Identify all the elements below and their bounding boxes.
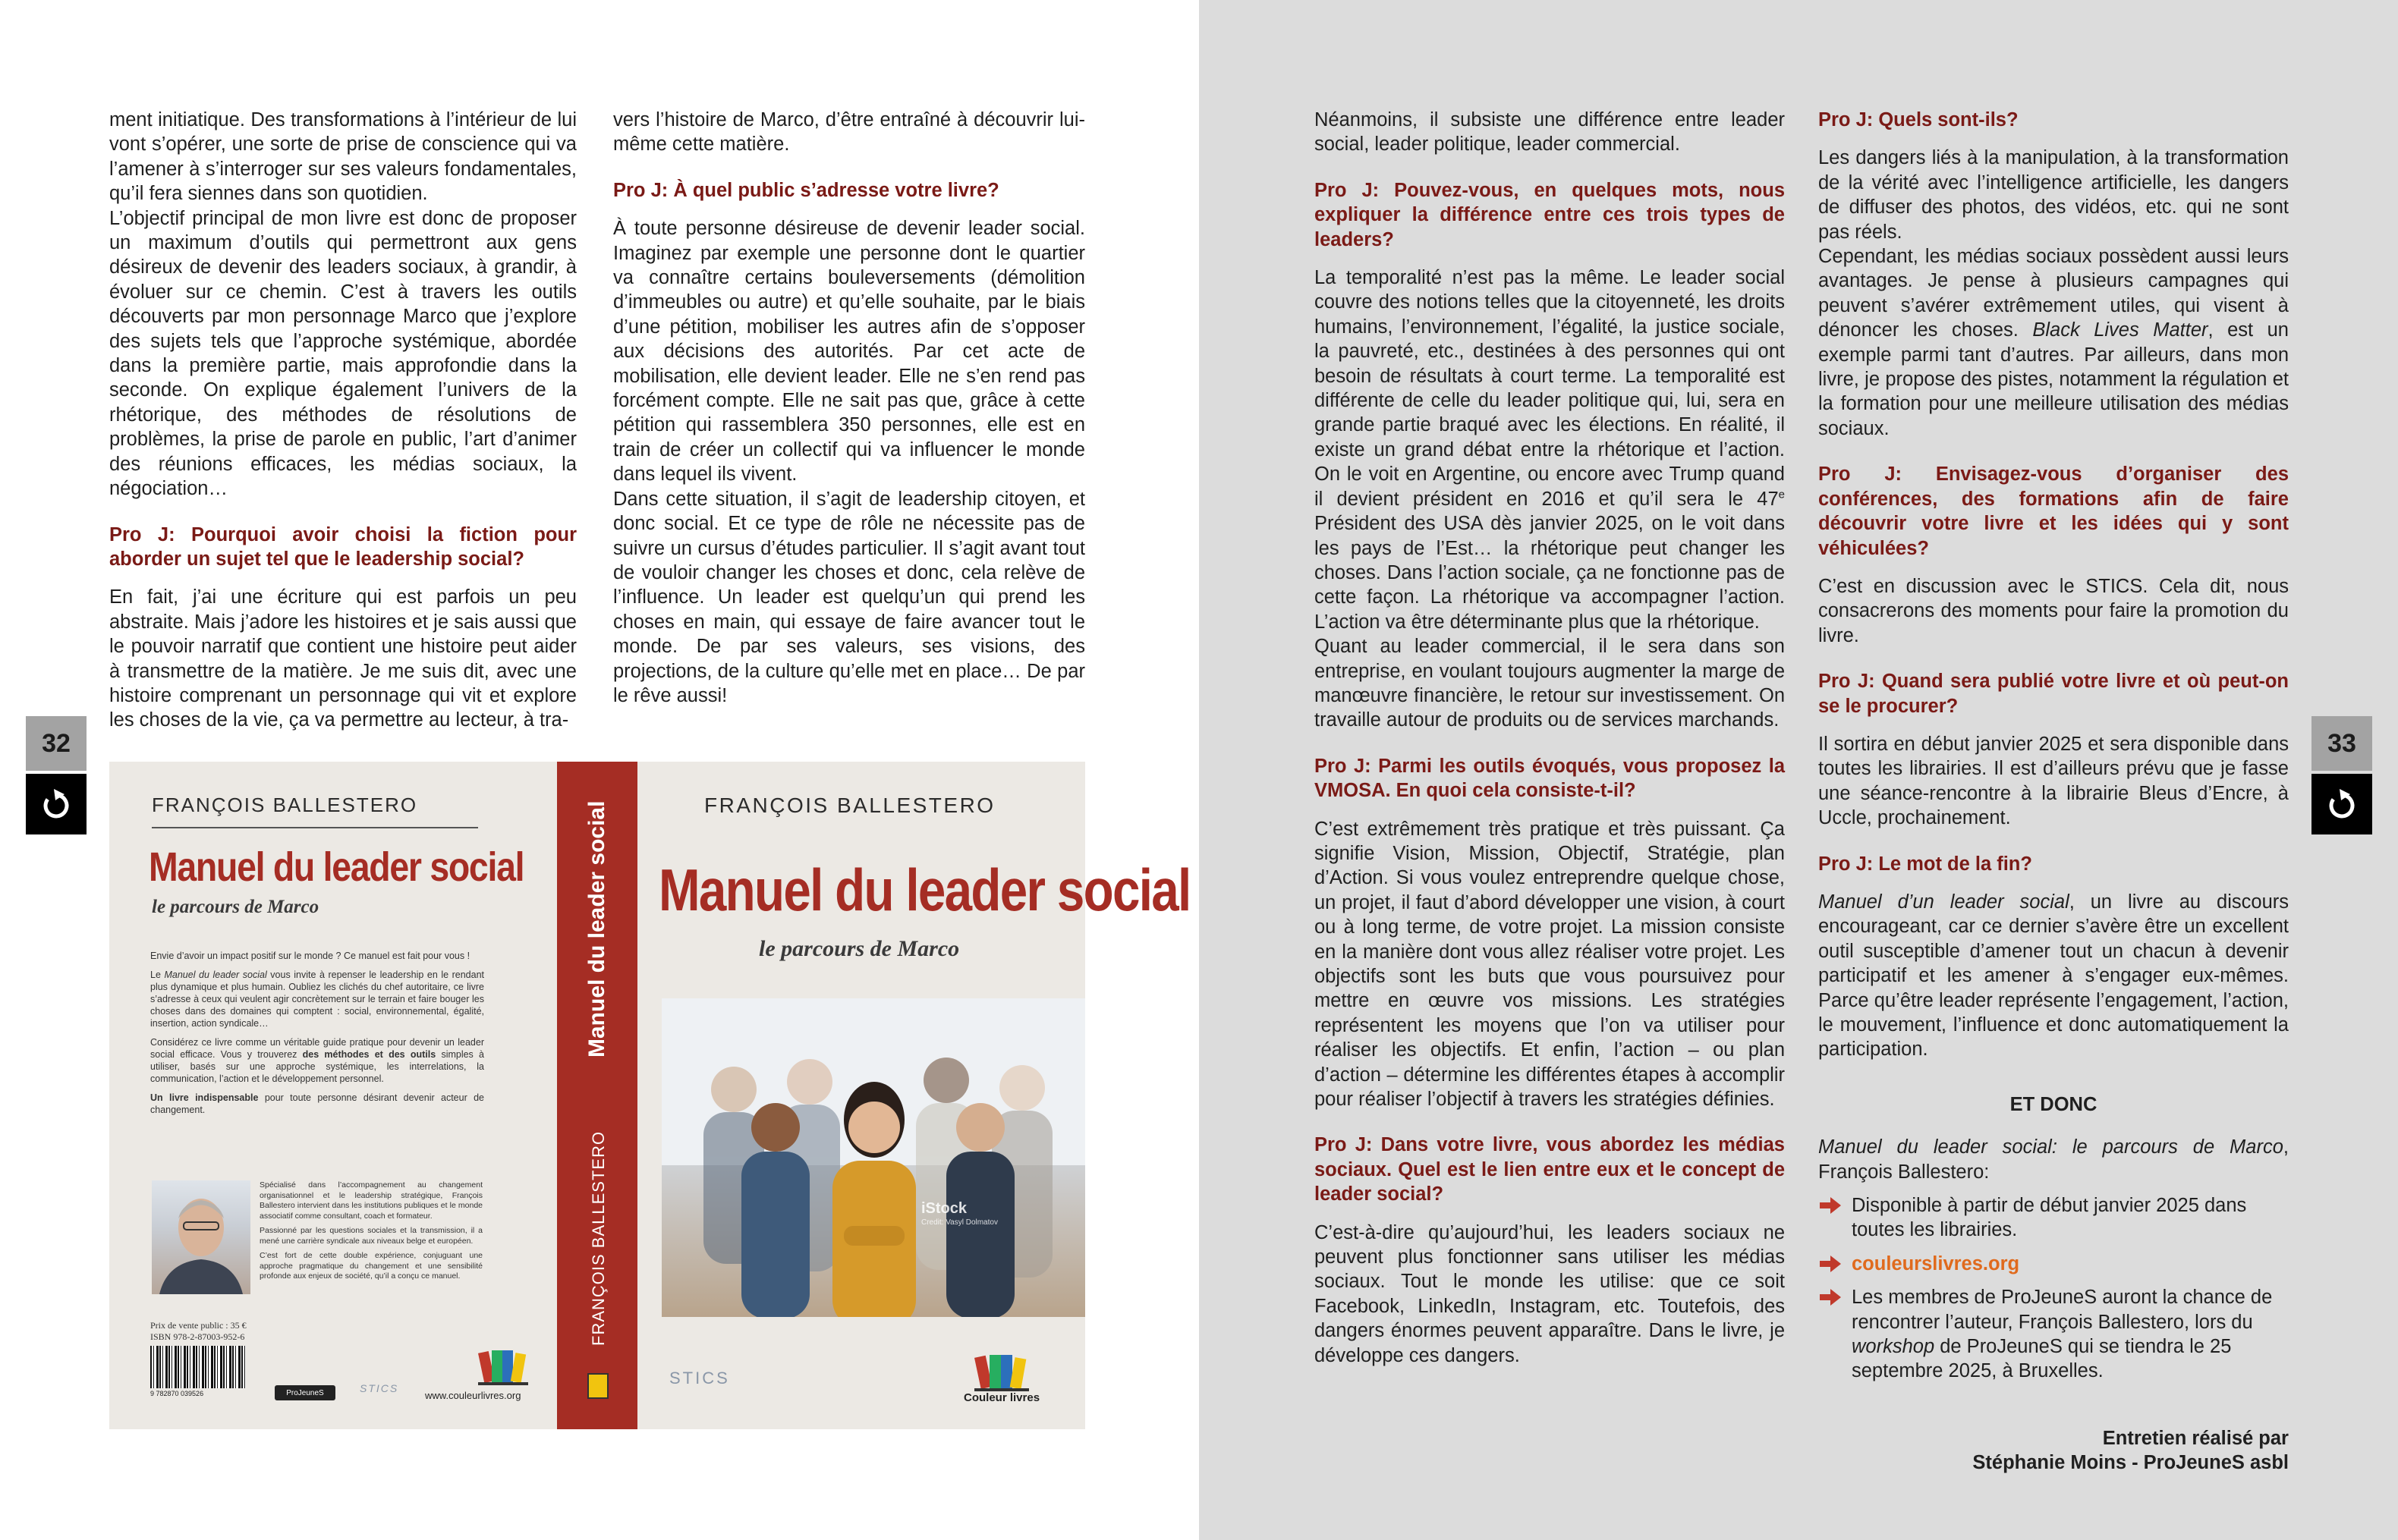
interview-question: Pro J: Le mot de la fin? [1818, 853, 2032, 875]
interview-question: Pro J: Pouvez-vous, en quelques mots, nous expliquer la différence entre ces trois types de leaders? [1314, 179, 1785, 250]
paragraph: L’objectif principal de mon livre est donc de proposer un maximum d’outils qui permettront aux gens désireux de devenir des leaders sociaux, à grandir, à évoluer sur ce chemin. C’est à travers les outils découverts par mon personnage Marco que j’explore des sujets tels que l’approche systémique, abordée dans la première partie, mais approfondie dans la seconde. On explique également l’univers de la rhétorique, des méthodes de résolutions de problèmes, la prise de parole en public, l’art d’animer des réunions efficaces, les médias sociaux, la négociation… [109, 207, 577, 500]
front-cover-title: Manuel du leader social [659, 856, 1191, 923]
blurb-paragraph: Le Manuel du leader social vous invite à repenser le leadership en le rendant plus dynamique et plus humain. Oubliez les clichés du chef autoritaire, ce livre s’adresse à ceux qui veulent agir concrètement sur le terrain et faire bouger les choses dans des domaines qui comptent : social, environnemental, égalité, insertion, action syndicale… [150, 970, 485, 1029]
photo-watermark: iStock [921, 1200, 968, 1217]
stics-logo: STICS [669, 1369, 730, 1388]
signature-author: Stéphanie Moins - ProJeuneS asbl [1972, 1452, 2289, 1474]
right-column-2 [1818, 108, 2289, 1476]
paragraph: La temporalité n’est pas la même. Le leader social couvre des notions telles que la citoyenneté, les droits humains, l’environnement, l’égalité, la justice sociale, la pauvreté, etc., destinées à des personnes qui ont besoin de résultats à court terme. La temporalité est différente de celle du leader politique qui, lui, sera en grande partie braqué avec les élections. En réalité, il existe un grand débat entre la rhétorique et l’action. On le voit en Argentine, ou encore avec Trump quand il devient président en 2016 et qu’il sera le 47e Président des USA dès janvier 2025, on le voit dans les pays de l’Est… la rhétorique peut changer les choses. Dans l’action sociale, ça ne fonctionne pas de cette façon. La rhétorique va accompagner l’action. L’action va être déterminante plus que la rhétorique. [1314, 267, 1785, 633]
front-cover-author: FRANÇOIS BALLESTERO [704, 794, 996, 817]
paragraph: Il sortira en début janvier 2025 et sera disponible dans toutes les librairies. Il est d’ailleurs prévu que je fasse une séance-rencontre à la librairie Bleus d’Encre, à Uccle, prochainement. [1818, 733, 2289, 829]
interview-question: Pro J: Parmi les outils évoqués, vous proposez la VMOSA. En quoi cela consiste-t-il? [1314, 755, 1785, 802]
paragraph: Les dangers liés à la manipulation, à la transformation de la vérité avec l’intelligence artificielle, les dangers de diffuser des photos, des vidéos, etc. qui ne sont pas réels. [1818, 147, 2289, 243]
back-cover-author: FRANÇOIS BALLESTERO [152, 794, 418, 816]
arrow-right-icon [1818, 1287, 1843, 1307]
paragraph: Dans cette situation, il s’agit de leadership citoyen, et donc social. Et ce type de rôle ne nécessite pas de suivre un cursus d’études particulier. Il s’agit avant tout de vouloir changer les choses et donc, cela relève de l’influence. Un leader est quelqu’un qui prend les choses en main, qui essaye de faire avancer tout le monde. De par ses valeurs, ses visions, des projections, de la culture qu’elle met en place… De par le rêve aussi! [613, 488, 1085, 706]
page-number-right: 33 [2311, 716, 2372, 771]
projeunes-logo: ProJeuneS [275, 1385, 335, 1400]
arrow-right-icon [1818, 1196, 1843, 1215]
paragraph: C’est-à-dire qu’aujourd’hui, les leaders sociaux ne peuvent plus fonctionner sans utiliser les médias sociaux. Tout le monde les utilise: que ce soit Facebook, LinkedIn, Instagram, etc. Toutefois, des dangers énormes peuvent apparaître. Dans le livre, je développe ces dangers. [1314, 1221, 1785, 1366]
interview-question: Pro J: À quel public s’adresse votre livre? [613, 179, 999, 201]
price-info: Prix de vente public : 35 € ISBN 978-2-87003-952-6 [150, 1320, 247, 1342]
right-column-1 [1314, 108, 1785, 1368]
spine-logo [587, 1373, 609, 1399]
refresh-icon [37, 785, 75, 823]
cover-photo [662, 998, 1085, 1317]
book-reference: Manuel du leader social: le parcours de Marco, François Ballestero: [1818, 1136, 2289, 1183]
paragraph: C’est en discussion avec le STICS. Cela dit, nous consacrerons des moments pour faire la promotion du livre. [1818, 575, 2289, 646]
back-cover-subtitle: le parcours de Marco [152, 897, 319, 917]
section-heading: ET DONC [2009, 1093, 2097, 1115]
back-cover-title: Manuel du leader social [149, 844, 524, 890]
barcode [150, 1346, 246, 1388]
left-column-1 [109, 108, 577, 733]
back-cover-blurb [150, 950, 484, 1123]
paragraph: À toute personne désireuse de devenir leader social. Imaginez par exemple une personne dont le quartier va connaître certains bouleversements (démolition d’immeubles ou autre) et qu’elle souhaite, par le biais d’une pétition, mobiliser les autres afin de s’opposer aux décisions des autorités. Par cet acte de mobilisation, elle devient leader. Elle ne s’en rend pas forcément compte. Elle ne sait pas que, grâce à cette pétition qui rassemblera 350 personnes, elle est en train de créer un collectif qui va influencer le monde dans lequel ils vivent. [613, 218, 1085, 486]
bullet-item: Disponible à partir de début janvier 2025 dans toutes les librairies. [1818, 1193, 2289, 1243]
svg-text:FRANÇOIS BALLESTERO: FRANÇOIS BALLESTERO [589, 1130, 608, 1346]
paragraph: Cependant, les médias sociaux possèdent aussi leurs avantages. Je pense à plusieurs campagnes qui peuvent s’avérer extrêmement utiles, qui visent à dénoncer les choses. Black Lives Matter, est un exemple parmi tant d’autres. Par ailleurs, dans mon livre, je propose des pistes, notamment la régulation et la formation pour une meilleure utilisation des médias sociaux. [1818, 246, 2289, 439]
book-cover-spread [109, 762, 1191, 1429]
stics-logo-small: STICS [360, 1382, 399, 1394]
blurb-paragraph: Un livre indispensable pour toute personne désirant devenir acteur de changement. [150, 1092, 484, 1115]
publisher-name: Couleur livres [964, 1391, 1040, 1404]
author-bio: Spécialisé dans l’accompagnement au changement organisationnel et le leadership stratégique, François Ballestero intervient dans les institutions publiques et le monde associatif comme consultant, coach et formateur. Passionné par les questions sociales et la transmission, il a mené une carrière syndicale aux niveaux belge et européen. C’est fort de cette double expérience, conjuguant une approche pragmatique du changement et une sensibilité profonde aux enjeux de société, qu’il a conçu ce manuel. [260, 1180, 483, 1281]
books-logo-icon [478, 1346, 531, 1388]
interview-question: Pro J: Dans votre livre, vous abordez les médias sociaux. Quel est le lien entre eux et le concept de leader social? [1314, 1134, 1785, 1205]
signature-line: Entretien réalisé par [2102, 1427, 2289, 1449]
front-cover-subtitle: le parcours de Marco [759, 936, 960, 961]
barcode-digits: 9 782870 039526 [150, 1390, 204, 1397]
paragraph: Néanmoins, il subsiste une différence entre leader social, leader politique, leader commercial. [1314, 109, 1785, 156]
book-spine [557, 762, 637, 1429]
right-page [1199, 0, 2398, 1540]
paragraph: Quant au leader commercial, il le sera dans son entreprise, en voulant toujours augmenter la marge de manœuvre financière, le retour sur investissement. On travaille autour de produits ou de services marchands. [1314, 636, 1785, 731]
author-photo [152, 1180, 250, 1294]
publisher-website: www.couleurlivres.org [425, 1390, 521, 1401]
spine-title-graphic [557, 762, 637, 1080]
interview-question: Pro J: Quand sera publié votre livre et où peut-on se le procurer? [1818, 671, 2289, 717]
svg-text:Manuel du leader social: Manuel du leader social [584, 800, 609, 1058]
interview-question: Pro J: Quels sont-ils? [1818, 109, 2019, 130]
interview-question: Pro J: Pourquoi avoir choisi la fiction pour aborder un sujet tel que le leadership social? [109, 523, 577, 570]
paragraph: En fait, j’ai une écriture qui est parfois un peu abstraite. Mais j’adore les histoires et je sais aussi que le pouvoir narratif que contient une histoire peut aider à transmettre de la matière. Je me suis dit, avec une histoire comprenant un personnage qui vit et explore les choses de la vie, ça va permettre au lecteur, à tra- [109, 586, 577, 731]
blurb-paragraph: Considérez ce livre comme un véritable guide pratique pour devenir un leader social efficace. Vous y trouverez des méthodes et des outils simples à utiliser, basés sur une approche systémique, les interrelations, la communication, l’action et le développement personnel. [150, 1037, 484, 1084]
page-number-left: 32 [26, 716, 87, 771]
bullet-item: Les membres de ProJeuneS auront la chance de rencontrer l’auteur, François Ballestero, lors du workshop de ProJeuneS qui se tiendra le 25 septembre 2025, à Bruxelles. [1818, 1285, 2289, 1384]
divider [152, 827, 478, 828]
paragraph: C’est extrêmement très pratique et très puissant. Ça signifie Vision, Mission, Objectif, Stratégie, plan d’Action. Si vous voulez entreprendre quelque chose, un projet, il faut d’abord développer une vision, à court ou à long terme, de votre projet. La mission consiste en la manière dont vous allez réaliser votre projet. Les objectifs sont les buts que vous poursuivez pour mettre en œuvre vos missions. Les stratégies représentent les moyens que l’on va utiliser pour réaliser les objectifs. Et enfin, l’action – ou plan d’action – détermine les différentes étapes à accomplir pour réaliser l’objectif à travers les stratégies définies. [1314, 818, 1785, 1111]
paragraph: vers l’histoire de Marco, d’être entraîné à découvrir lui-même cette matière. [613, 109, 1085, 156]
paragraph: ment initiatique. Des transformations à l’intérieur de lui vont s’opérer, une sorte de prise de conscience qui va l’amener à s’interroger sur ses valeurs fondamentales, qu’il fera siennes dans son quotidien. [109, 109, 577, 205]
paragraph: Manuel d’un leader social, un livre au discours encourageant, car ce dernier s’avère être un excellent outil susceptible d’amener tout un chacun à devenir participatif et les amener à s’engager eux-mêmes. Parce qu’être leader représente l’engagement, l’action, le mouvement, l’influence et donc automatiquement la participation. [1818, 891, 2289, 1061]
refresh-button-right[interactable] [2311, 774, 2372, 834]
bullet-item [1818, 1252, 2289, 1276]
photo-credit: Credit: Vasyl Dolmatov [921, 1218, 998, 1227]
refresh-icon [2323, 785, 2361, 823]
books-logo-icon [974, 1350, 1032, 1396]
blurb-intro: Envie d’avoir un impact positif sur le monde ? Ce manuel est fait pour vous ! [150, 951, 470, 961]
arrow-right-icon [1818, 1254, 1843, 1274]
left-column-2 [613, 108, 1085, 708]
interview-question: Pro J: Envisagez-vous d’organiser des conférences, des formations afin de faire découvrir votre livre et les idées qui y sont véhiculées? [1818, 464, 2289, 559]
website-link[interactable]: couleurslivres.org [1852, 1252, 2020, 1274]
refresh-button-left[interactable] [26, 774, 87, 834]
spine-author-graphic [557, 1103, 637, 1361]
